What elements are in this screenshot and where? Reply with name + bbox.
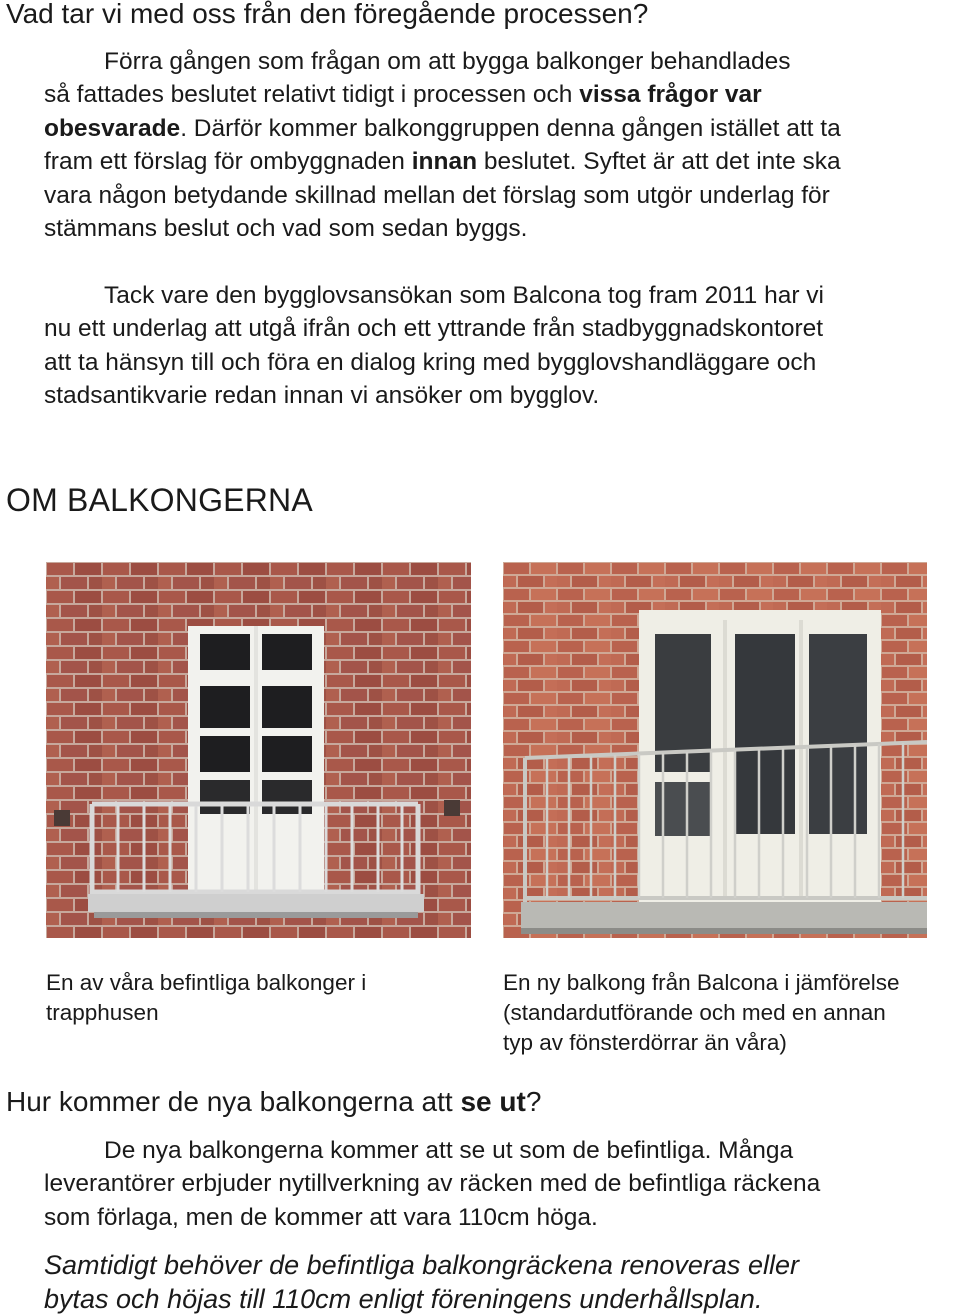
paragraph-renovation-note — [44, 1248, 960, 1316]
bold-text: obesvarade — [44, 114, 181, 142]
text-run: . Därför kommer balkonggruppen denna gången istället att ta — [180, 114, 841, 142]
paragraph-previous-process — [44, 45, 960, 245]
text-line: Tack vare den bygglovsansökan som Balcona tog fram 2011 har vi — [104, 282, 824, 309]
bold-text: innan — [411, 148, 478, 176]
text-run: Hur kommer de nya balkongerna att — [6, 1086, 461, 1117]
text-line: leverantörer erbjuder nytillverkning av räcken med de befintliga räckena — [44, 1170, 821, 1198]
bold-text: vissa frågor var — [579, 81, 762, 109]
heading-how-will-they-look — [6, 1084, 541, 1120]
caption-new-balcony — [503, 968, 899, 1058]
text-line: stadsantikvarie redan innan vi ansöker om bygglov. — [44, 382, 600, 410]
text-line — [44, 112, 960, 145]
text-run: så fattades beslutet relativt tidigt i processen och — [44, 81, 580, 109]
caption-line: En av våra befintliga balkonger i — [46, 970, 367, 995]
photo-existing-balcony — [46, 562, 471, 938]
paragraph-building-permit — [44, 279, 960, 413]
bold-text: se ut — [460, 1086, 526, 1117]
text-line — [44, 78, 960, 111]
text-line — [44, 145, 960, 178]
caption-existing-balcony — [46, 968, 366, 1028]
text-run: beslutet. Syftet är att det inte ska — [477, 148, 841, 176]
photo-new-balcony — [503, 562, 927, 938]
section-title: OM BALKONGERNA — [6, 482, 313, 518]
text-line: nu ett underlag att utgå ifrån och ett yttrande från stadbyggnadskontoret — [44, 315, 824, 343]
caption-line: typ av fönsterdörrar än våra) — [503, 1030, 787, 1055]
text-line: som förlaga, men de kommer att vara 110cm höga. — [44, 1203, 598, 1231]
text-line: Förra gången som frågan om att bygga balkonger behandlades — [104, 48, 791, 75]
text-line: bytas och höjas till 110cm enligt föreningens underhållsplan. — [44, 1284, 763, 1314]
text-line: vara någon betydande skillnad mellan det förslag som utgör underlag för — [44, 181, 830, 209]
text-line: stämmans beslut och vad som sedan byggs. — [44, 215, 528, 243]
paragraph-new-balconies — [44, 1134, 960, 1234]
heading-previous-process: Vad tar vi med oss från den föregående processen? — [6, 0, 649, 29]
text-line: De nya balkongerna kommer att se ut som de befintliga. Många — [104, 1137, 794, 1164]
caption-line: (standardutförande och med en annan — [503, 1000, 886, 1025]
caption-line: trapphusen — [46, 1000, 159, 1025]
text-line: Samtidigt behöver de befintliga balkongräckena renoveras eller — [44, 1250, 799, 1280]
text-run: ? — [525, 1086, 542, 1117]
text-run: fram ett förslag för ombyggnaden — [44, 148, 412, 176]
caption-line: En ny balkong från Balcona i jämförelse — [503, 970, 900, 995]
text-line: att ta hänsyn till och föra en dialog kring med bygglovshandläggare och — [44, 348, 817, 376]
